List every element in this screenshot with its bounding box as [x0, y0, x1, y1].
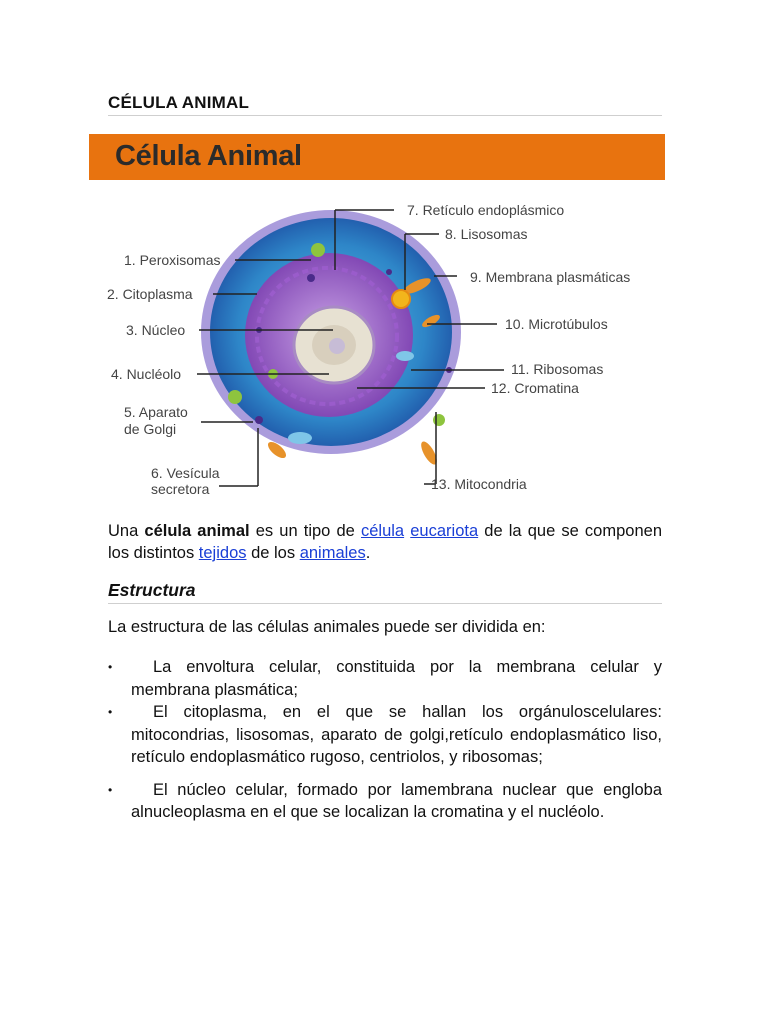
link-eucariota[interactable]: eucariota	[410, 522, 479, 540]
label-cromatina: 12. Cromatina	[491, 380, 579, 396]
section-intro: La estructura de las células animales puede ser dividida en:	[108, 618, 546, 636]
intro-text: es un tipo de	[249, 522, 361, 540]
label-golgi-1: 5. Aparato	[124, 404, 188, 420]
label-vesicula-2: secretora	[151, 481, 210, 497]
list-item	[108, 656, 662, 701]
intro-bold-term: célula animal	[144, 522, 250, 540]
cell-body	[201, 210, 461, 467]
link-celula[interactable]: célula	[360, 522, 405, 540]
figure-banner	[89, 134, 665, 180]
link-animales[interactable]: animales	[299, 544, 366, 562]
intro-text: de los	[246, 544, 300, 562]
label-nucleo: 3. Núcleo	[126, 322, 186, 338]
intro-text: .	[365, 544, 371, 562]
label-ribosomas: 11. Ribosomas	[511, 361, 604, 377]
banner-title: Célula Animal	[115, 140, 302, 172]
label-golgi-2: de Golgi	[124, 421, 177, 437]
cell-figure	[89, 134, 665, 510]
label-citoplasma: 2. Citoplasma	[107, 286, 193, 302]
list-item	[108, 701, 662, 769]
label-nucleolo: 4. Nucléolo	[111, 366, 182, 382]
list-item-text: La envoltura celular, constituida por la membrana celular y membrana plasmática;	[131, 658, 662, 699]
label-microtubulos: 10. Microtúbulos	[505, 316, 608, 332]
label-membrana: 9. Membrana plasmáticas	[470, 269, 631, 285]
label-peroxisomas: 1. Peroxisomas	[124, 252, 221, 268]
section-divider	[108, 603, 662, 604]
section-heading: Estructura	[108, 580, 196, 600]
intro-paragraph	[108, 520, 662, 564]
page-title: CÉLULA ANIMAL	[108, 93, 250, 112]
label-lisosomas: 8. Lisosomas	[445, 226, 528, 242]
bullet-icon: •	[108, 660, 113, 674]
list-item-text: El núcleo celular, formado por lamembrana nuclear que engloba alnucleoplasma en el que se localizan la cromatina y el nucléolo.	[131, 780, 662, 821]
bullet-icon: •	[108, 782, 113, 797]
label-mitocondria: 13. Mitocondria	[431, 476, 527, 492]
label-vesicula-1: 6. Vesícula	[151, 465, 220, 481]
title-divider	[108, 115, 662, 116]
intro-text: de la que se componen los distintos	[108, 522, 662, 562]
link-tejidos[interactable]: tejidos	[198, 544, 247, 562]
label-reticulo: 7. Retículo endoplásmico	[407, 202, 565, 218]
list-item	[108, 779, 662, 824]
list-item-text: El citoplasma, en el que se hallan los orgánuloscelulares: mitocondrias, lisosomas, aparato de golgi,retículo endoplasmático liso, retículo endoplasmático rugoso, centriolos, y ribosomas;	[131, 703, 662, 766]
intro-text: Una	[108, 522, 145, 540]
bullet-icon: •	[108, 705, 113, 719]
structure-list	[108, 656, 662, 824]
cell-diagram	[89, 180, 665, 510]
